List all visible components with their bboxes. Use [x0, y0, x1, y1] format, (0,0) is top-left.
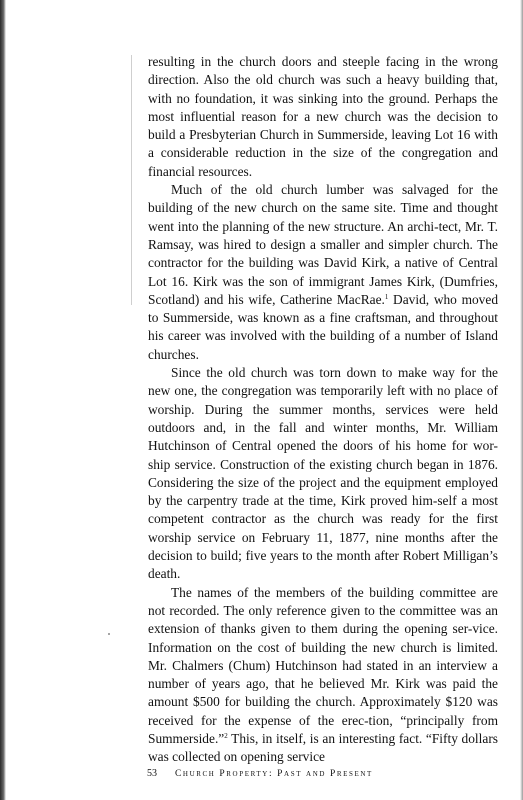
paragraph-text-continued: David, who moved to Summerside, was known as a fine craftsman, and throughout his career was involved with the building of a number of Island churches.	[148, 291, 499, 362]
page-number: 53	[147, 768, 157, 779]
paragraph-1	[148, 53, 498, 181]
paragraph-3	[148, 364, 498, 584]
paragraph-text: resulting in the church doors and steeple facing in the wrong direction. Also the old church was such a heavy building that, with no foundation, it was sinking into the ground. Perhaps the most influential reason for a new church was the decision to build a Presbyterian Church in Summerside, leaving Lot 16 with a considerable reduction in the size of the congregation and financial resources.	[148, 54, 498, 179]
page-footer	[147, 768, 507, 779]
paragraph-2	[148, 181, 498, 364]
paragraph-text: Since the old church was torn down to make way for the new one, the congregation was temporarily left with no place of worship. During the summer months, services were held outdoors and, in the fall and winter months, Mr. William Hutchinson of Central opened the doors of his home for wor-ship service. Construction of the existing church began in 1876. Considering the size of the project and the equipment employed by the carpentry trade at the time, Kirk proved him-self a most competent contractor as the church was ready for the first worship service on February 11, 1877, nine months after the decision to build; five years to the month after Robert Milligan’s death.	[148, 365, 498, 582]
paragraph-4	[148, 584, 498, 767]
running-title: Church Property: Past and Present	[174, 769, 373, 779]
gutter-shadow-line	[131, 55, 132, 305]
paragraph-text: Much of the old church lumber was salvaged for the building of the new church on the same site. Time and thought went into the planning of the new structure. An archi-tect, Mr. T. Ramsay, was hired to design a smaller and simpler church. The contractor for the building was David Kirk, a native of Central Lot 16. Kirk was the son of immigrant James Kirk, (Dumfries, Scotland) and his wife, Catherine MacRae.	[148, 182, 498, 307]
paragraph-text: The names of the members of the building committee are not recorded. The only reference given to the committee was an extension of thanks given to them during the opening ser-vice. Information on the cost of building the new church is limited. Mr. Chalmers (Chum) Hutchinson had stated in an interview a number of years ago, that he believed Mr. Kirk was paid the amount $500 for building the church. Approximately $120 was received for the expense of the erec-tion, “principally from Summerside.”	[148, 584, 498, 746]
scan-binding-edge	[0, 0, 6, 800]
footnote-marker: 2	[224, 731, 228, 740]
footnote-marker: 1	[384, 292, 389, 301]
scan-speck	[108, 633, 110, 635]
paragraph-text-continued: This, in itself, is an interesting fact. “Fifty dollars was collected on opening service	[148, 730, 498, 765]
body-text	[148, 53, 498, 767]
